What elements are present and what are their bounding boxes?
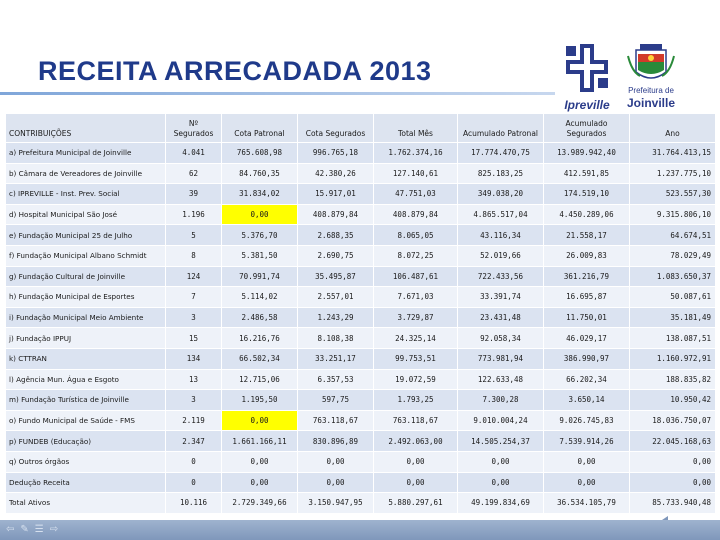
cell-ano: 50.087,61	[630, 287, 716, 308]
cell-cs: 597,75	[298, 390, 374, 411]
table-row	[6, 472, 716, 493]
cell-ap: 722.433,56	[458, 266, 544, 287]
cell-ap: 17.774.470,75	[458, 143, 544, 164]
footer-bar	[0, 520, 720, 540]
joinville-logo-name: Joinville	[626, 96, 676, 110]
cell-ano: 9.315.806,10	[630, 204, 716, 225]
cell-ap: 14.505.254,37	[458, 431, 544, 452]
cell-as: 174.519,10	[544, 184, 630, 205]
cell-ap: 9.010.004,24	[458, 410, 544, 431]
cell-ano: 31.764.413,15	[630, 143, 716, 164]
row-label: Dedução Receita	[6, 472, 166, 493]
cell-tm: 106.487,61	[374, 266, 458, 287]
cell-as: 9.026.745,83	[544, 410, 630, 431]
cell-tm: 5.880.297,61	[374, 493, 458, 514]
table-row	[6, 163, 716, 184]
cell-ano: 138.087,51	[630, 328, 716, 349]
header-acumulado-segurados: Acumulado Segurados	[544, 114, 630, 143]
cell-tm: 8.072,25	[374, 245, 458, 266]
table-header-row	[6, 114, 716, 143]
back-arrow-icon[interactable]: ⇦	[6, 524, 15, 535]
row-label: e) Fundação Municipal 25 de Julho	[6, 225, 166, 246]
cell-n: 7	[166, 287, 222, 308]
cell-ano: 523.557,30	[630, 184, 716, 205]
cell-ano: 64.674,51	[630, 225, 716, 246]
row-label: o) Fundo Municipal de Saúde - FMS	[6, 410, 166, 431]
cell-n: 15	[166, 328, 222, 349]
row-label: k) CTTRAN	[6, 348, 166, 369]
cell-as: 46.029,17	[544, 328, 630, 349]
cell-as: 7.539.914,26	[544, 431, 630, 452]
table-row	[6, 307, 716, 328]
cell-n: 10.116	[166, 493, 222, 514]
cell-ap: 122.633,48	[458, 369, 544, 390]
joinville-crest-icon	[622, 42, 680, 86]
table-row	[6, 184, 716, 205]
cell-as: 26.009,83	[544, 245, 630, 266]
cell-as: 66.202,34	[544, 369, 630, 390]
row-label: l) Agência Mun. Água e Esgoto	[6, 369, 166, 390]
header-cota-segurados: Cota Segurados	[298, 114, 374, 143]
table-row	[6, 348, 716, 369]
cell-tm: 408.879,84	[374, 204, 458, 225]
cell-n: 124	[166, 266, 222, 287]
table-row	[6, 390, 716, 411]
header-cota-patronal: Cota Patronal	[222, 114, 298, 143]
row-label: g) Fundação Cultural de Joinville	[6, 266, 166, 287]
row-label: m) Fundação Turística de Joinville	[6, 390, 166, 411]
cell-ap: 825.183,25	[458, 163, 544, 184]
cell-ap: 7.300,28	[458, 390, 544, 411]
cell-tm: 7.671,03	[374, 287, 458, 308]
cell-n: 4.041	[166, 143, 222, 164]
slide-nav-controls	[6, 524, 58, 535]
cell-ap: 33.391,74	[458, 287, 544, 308]
cell-ap: 4.865.517,04	[458, 204, 544, 225]
cell-cp: 1.195,50	[222, 390, 298, 411]
header-ano: Ano	[630, 114, 716, 143]
cell-as: 16.695,87	[544, 287, 630, 308]
table-row	[6, 266, 716, 287]
table-row	[6, 410, 716, 431]
cell-cp: 31.834,02	[222, 184, 298, 205]
table-row	[6, 431, 716, 452]
cell-cp: 0,00	[222, 410, 298, 431]
header-total-mes: Total Mês	[374, 114, 458, 143]
cell-as: 0,00	[544, 472, 630, 493]
cell-cs: 2.557,01	[298, 287, 374, 308]
row-label: j) Fundação IPPUJ	[6, 328, 166, 349]
cell-n: 2.119	[166, 410, 222, 431]
header-n-segurados: Nº Segurados	[166, 114, 222, 143]
row-label: b) Câmara de Vereadores de Joinville	[6, 163, 166, 184]
cell-cs: 0,00	[298, 472, 374, 493]
cell-cs: 8.108,38	[298, 328, 374, 349]
row-label: i) Fundação Municipal Meio Ambiente	[6, 307, 166, 328]
row-label: h) Fundação Municipal de Esportes	[6, 287, 166, 308]
table-row	[6, 493, 716, 514]
cell-ano: 85.733.940,48	[630, 493, 716, 514]
cell-ano: 1.237.775,10	[630, 163, 716, 184]
table-row	[6, 204, 716, 225]
cell-n: 13	[166, 369, 222, 390]
cell-n: 3	[166, 390, 222, 411]
cell-ap: 773.981,94	[458, 348, 544, 369]
row-label: a) Prefeitura Municipal de Joinville	[6, 143, 166, 164]
cell-ano: 18.036.750,07	[630, 410, 716, 431]
menu-icon[interactable]: ☰	[34, 524, 44, 535]
cell-tm: 0,00	[374, 451, 458, 472]
joinville-logo	[622, 42, 680, 112]
cell-cs: 6.357,53	[298, 369, 374, 390]
cell-cp: 12.715,06	[222, 369, 298, 390]
cell-cs: 42.380,26	[298, 163, 374, 184]
cell-cp: 0,00	[222, 472, 298, 493]
cell-cp: 1.661.166,11	[222, 431, 298, 452]
cell-ap: 49.199.834,69	[458, 493, 544, 514]
table-row	[6, 287, 716, 308]
cell-cp: 765.608,98	[222, 143, 298, 164]
cell-n: 5	[166, 225, 222, 246]
cell-tm: 99.753,51	[374, 348, 458, 369]
cell-n: 3	[166, 307, 222, 328]
joinville-logo-prefix: Prefeitura de	[628, 86, 674, 95]
table-body	[6, 143, 716, 514]
cell-cs: 1.243,29	[298, 307, 374, 328]
cell-ano: 78.029,49	[630, 245, 716, 266]
row-label: f) Fundação Municipal Albano Schmidt	[6, 245, 166, 266]
cell-cp: 84.760,35	[222, 163, 298, 184]
cell-cs: 35.495,87	[298, 266, 374, 287]
cell-as: 361.216,79	[544, 266, 630, 287]
cell-ap: 349.038,20	[458, 184, 544, 205]
ipreville-emblem-icon	[560, 40, 614, 98]
cell-n: 8	[166, 245, 222, 266]
cell-as: 4.450.289,06	[544, 204, 630, 225]
header-contribuicoes: CONTRIBUIÇÕES	[6, 114, 166, 143]
revenue-table	[5, 113, 716, 514]
revenue-table-container	[5, 113, 715, 514]
cell-tm: 1.762.374,16	[374, 143, 458, 164]
cell-ano: 10.950,42	[630, 390, 716, 411]
cell-cs: 830.896,89	[298, 431, 374, 452]
cell-cs: 408.879,84	[298, 204, 374, 225]
ipreville-logo-text: Ipreville	[564, 98, 610, 112]
cell-ano: 188.835,82	[630, 369, 716, 390]
table-row	[6, 369, 716, 390]
cell-n: 2.347	[166, 431, 222, 452]
header-acumulado-patronal: Acumulado Patronal	[458, 114, 544, 143]
cell-cp: 0,00	[222, 204, 298, 225]
cell-n: 39	[166, 184, 222, 205]
title-underline	[0, 92, 555, 95]
cell-cs: 763.118,67	[298, 410, 374, 431]
cell-cp: 2.486,58	[222, 307, 298, 328]
cell-n: 62	[166, 163, 222, 184]
cell-as: 13.989.942,40	[544, 143, 630, 164]
row-label: d) Hospital Municipal São José	[6, 204, 166, 225]
cell-cs: 3.150.947,95	[298, 493, 374, 514]
cell-n: 0	[166, 472, 222, 493]
cell-ano: 35.181,49	[630, 307, 716, 328]
ipreville-logo	[560, 40, 614, 112]
table-row	[6, 328, 716, 349]
cell-ano: 1.160.972,91	[630, 348, 716, 369]
cell-as: 36.534.105,79	[544, 493, 630, 514]
cell-cp: 5.376,70	[222, 225, 298, 246]
cell-tm: 1.793,25	[374, 390, 458, 411]
cell-tm: 19.072,59	[374, 369, 458, 390]
cell-cs: 2.690,75	[298, 245, 374, 266]
cell-cp: 70.991,74	[222, 266, 298, 287]
cell-ano: 0,00	[630, 472, 716, 493]
cell-tm: 127.140,61	[374, 163, 458, 184]
row-label: q) Outros órgãos	[6, 451, 166, 472]
cell-ap: 52.019,66	[458, 245, 544, 266]
cell-cp: 2.729.349,66	[222, 493, 298, 514]
pen-icon[interactable]: ✎	[20, 524, 29, 535]
cell-cp: 0,00	[222, 451, 298, 472]
cell-tm: 2.492.063,00	[374, 431, 458, 452]
cell-cs: 0,00	[298, 451, 374, 472]
cell-ap: 43.116,34	[458, 225, 544, 246]
cell-ano: 1.083.650,37	[630, 266, 716, 287]
cell-tm: 763.118,67	[374, 410, 458, 431]
page-title: RECEITA ARRECADADA 2013	[38, 56, 432, 86]
cell-ano: 0,00	[630, 451, 716, 472]
cell-cs: 996.765,18	[298, 143, 374, 164]
cell-ap: 0,00	[458, 451, 544, 472]
cell-ano: 22.045.168,63	[630, 431, 716, 452]
cell-cp: 5.381,50	[222, 245, 298, 266]
cell-as: 412.591,85	[544, 163, 630, 184]
cell-as: 3.650,14	[544, 390, 630, 411]
cell-ap: 23.431,48	[458, 307, 544, 328]
row-label: c) IPREVILLE - Inst. Prev. Social	[6, 184, 166, 205]
cell-as: 21.558,17	[544, 225, 630, 246]
cell-as: 11.750,01	[544, 307, 630, 328]
cell-as: 386.990,97	[544, 348, 630, 369]
cell-cp: 16.216,76	[222, 328, 298, 349]
cell-cs: 15.917,01	[298, 184, 374, 205]
cell-cs: 33.251,17	[298, 348, 374, 369]
table-row	[6, 245, 716, 266]
cell-ap: 0,00	[458, 472, 544, 493]
cell-cp: 66.502,34	[222, 348, 298, 369]
row-label: Total Ativos	[6, 493, 166, 514]
cell-cp: 5.114,02	[222, 287, 298, 308]
table-row	[6, 225, 716, 246]
cell-tm: 3.729,87	[374, 307, 458, 328]
table-row	[6, 143, 716, 164]
cell-tm: 47.751,03	[374, 184, 458, 205]
forward-arrow-icon[interactable]: ⇨	[49, 524, 59, 535]
cell-n: 1.196	[166, 204, 222, 225]
table-row	[6, 451, 716, 472]
cell-tm: 0,00	[374, 472, 458, 493]
cell-n: 134	[166, 348, 222, 369]
cell-cs: 2.688,35	[298, 225, 374, 246]
cell-tm: 24.325,14	[374, 328, 458, 349]
cell-n: 0	[166, 451, 222, 472]
row-label: p) FUNDEB (Educação)	[6, 431, 166, 452]
cell-ap: 92.058,34	[458, 328, 544, 349]
cell-tm: 8.065,05	[374, 225, 458, 246]
cell-as: 0,00	[544, 451, 630, 472]
